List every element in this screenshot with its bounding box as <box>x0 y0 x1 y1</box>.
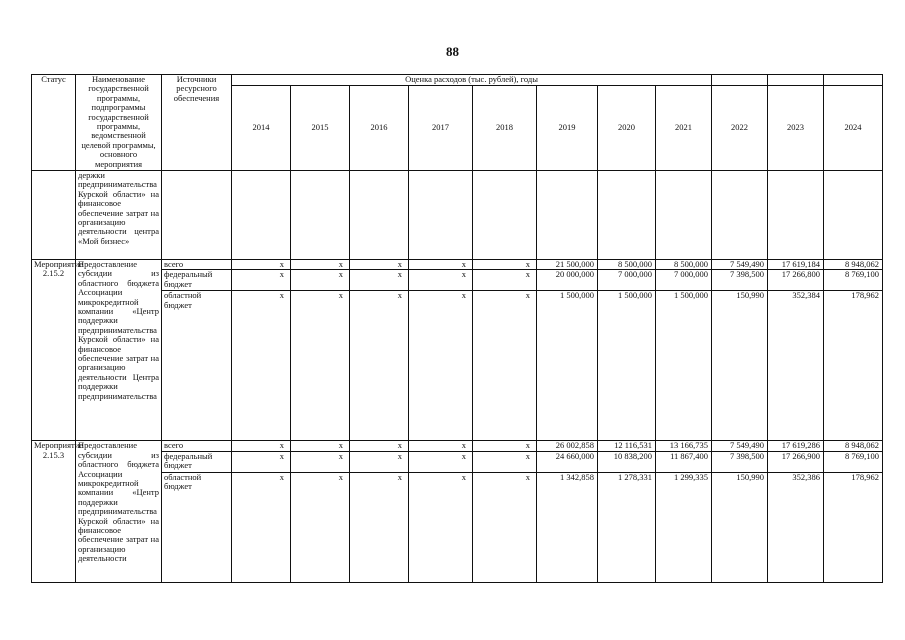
header-name: Наименование государственной программы, подпрограммы государственной программы, ведомственной целевой программы, основного мероприятия <box>76 75 162 171</box>
value-cell: 21 500,000 <box>537 260 598 270</box>
header-blank-cell <box>712 75 768 86</box>
funding-source: федеральный бюджет <box>162 270 232 291</box>
blank-cell <box>768 171 824 260</box>
funding-source: федеральный бюджет <box>162 451 232 472</box>
value-cell: x <box>409 260 473 270</box>
value-cell: x <box>473 291 537 441</box>
funding-source: областной бюджет <box>162 472 232 582</box>
blank-cell <box>598 171 656 260</box>
value-cell: 7 000,000 <box>598 270 656 291</box>
value-cell: 12 116,531 <box>598 441 656 451</box>
value-cell: 11 867,400 <box>656 451 712 472</box>
blank-cell <box>32 171 76 260</box>
value-cell: 10 838,200 <box>598 451 656 472</box>
value-cell: 1 342,858 <box>537 472 598 582</box>
blank-cell <box>824 171 883 260</box>
value-cell: 17 619,184 <box>768 260 824 270</box>
value-cell: 7 549,490 <box>712 441 768 451</box>
value-cell: x <box>291 441 350 451</box>
blank-cell <box>232 171 291 260</box>
continuation-text: держки предпринимательства Курской области» на финансовое обеспечение затрат на организацию деятельности центра «Мой бизнес» <box>76 171 162 260</box>
value-cell: 13 166,735 <box>656 441 712 451</box>
value-cell: 24 660,000 <box>537 451 598 472</box>
year-2018: 2018 <box>473 86 537 171</box>
page-number: 88 <box>446 44 459 59</box>
value-cell: 352,386 <box>768 472 824 582</box>
value-cell: 178,962 <box>824 472 883 582</box>
value-cell: x <box>350 260 409 270</box>
value-cell: x <box>409 451 473 472</box>
header-caption-row <box>32 75 883 86</box>
year-2022: 2022 <box>712 86 768 171</box>
value-cell: 178,962 <box>824 291 883 441</box>
value-cell: 17 266,800 <box>768 270 824 291</box>
value-cell: x <box>232 291 291 441</box>
value-cell: x <box>291 451 350 472</box>
measure-status: Мероприятие 2.15.3 <box>32 441 76 582</box>
value-cell: x <box>350 441 409 451</box>
value-cell: 1 500,000 <box>537 291 598 441</box>
funding-source: областной бюджет <box>162 291 232 441</box>
value-cell: 8 500,000 <box>656 260 712 270</box>
blank-cell <box>291 171 350 260</box>
continuation-row <box>32 171 883 260</box>
value-cell: 7 398,500 <box>712 270 768 291</box>
value-cell: x <box>350 451 409 472</box>
header-blank-cell <box>768 75 824 86</box>
value-cell: 7 549,490 <box>712 260 768 270</box>
year-2014: 2014 <box>232 86 291 171</box>
blank-cell <box>537 171 598 260</box>
year-2021: 2021 <box>656 86 712 171</box>
blank-cell <box>162 171 232 260</box>
value-cell: 1 299,335 <box>656 472 712 582</box>
value-cell: x <box>409 270 473 291</box>
value-cell: 1 278,331 <box>598 472 656 582</box>
value-cell: 150,990 <box>712 291 768 441</box>
value-cell: x <box>232 451 291 472</box>
value-cell: x <box>409 441 473 451</box>
value-cell: x <box>232 441 291 451</box>
year-2016: 2016 <box>350 86 409 171</box>
blank-cell <box>409 171 473 260</box>
value-cell: x <box>291 260 350 270</box>
value-cell: x <box>350 472 409 582</box>
value-cell: x <box>473 441 537 451</box>
value-cell: 17 266,900 <box>768 451 824 472</box>
table-row <box>32 441 883 451</box>
value-cell: x <box>291 270 350 291</box>
value-cell: 1 500,000 <box>598 291 656 441</box>
measure-status: Мероприятие 2.15.2 <box>32 260 76 441</box>
measures-body <box>32 260 883 583</box>
value-cell: 7 000,000 <box>656 270 712 291</box>
year-2017: 2017 <box>409 86 473 171</box>
blank-cell <box>350 171 409 260</box>
value-cell: x <box>350 270 409 291</box>
value-cell: 20 000,000 <box>537 270 598 291</box>
blank-cell <box>712 171 768 260</box>
value-cell: 8 948,062 <box>824 260 883 270</box>
blank-cell <box>473 171 537 260</box>
value-cell: 8 948,062 <box>824 441 883 451</box>
value-cell: x <box>409 291 473 441</box>
value-cell: x <box>473 260 537 270</box>
value-cell: 1 500,000 <box>656 291 712 441</box>
funding-source: всего <box>162 441 232 451</box>
value-cell: x <box>291 291 350 441</box>
expense-table <box>31 74 883 583</box>
value-cell: x <box>232 472 291 582</box>
value-cell: 352,384 <box>768 291 824 441</box>
value-cell: x <box>473 270 537 291</box>
value-cell: x <box>473 472 537 582</box>
value-cell: 150,990 <box>712 472 768 582</box>
value-cell: x <box>409 472 473 582</box>
year-2020: 2020 <box>598 86 656 171</box>
header-estimate-caption: Оценка расходов (тыс. рублей), годы <box>232 75 712 86</box>
year-2019: 2019 <box>537 86 598 171</box>
value-cell: x <box>232 260 291 270</box>
header-status: Статус <box>32 75 76 171</box>
header-blank-cell <box>824 75 883 86</box>
value-cell: 8 769,100 <box>824 270 883 291</box>
measure-name: Предоставление субсидии из областного бюджета Ассоциации микрокредитной компании «Центр поддержки предпринимательства Курской области» на финансовое обеспечение затрат на организацию деятельности Центра поддержки предпринимательства <box>76 260 162 441</box>
header-sources: Источники ресурсного обеспечения <box>162 75 232 171</box>
value-cell: 8 769,100 <box>824 451 883 472</box>
measure-name: Предоставление субсидии из областного бюджета Ассоциации микрокредитной компании «Центр поддержки предпринимательства Курской области» на финансовое обеспечение затрат на организацию деятельности <box>76 441 162 582</box>
value-cell: 7 398,500 <box>712 451 768 472</box>
value-cell: 26 002,858 <box>537 441 598 451</box>
year-2023: 2023 <box>768 86 824 171</box>
year-2024: 2024 <box>824 86 883 171</box>
funding-source: всего <box>162 260 232 270</box>
table-row <box>32 260 883 270</box>
value-cell: x <box>350 291 409 441</box>
value-cell: x <box>291 472 350 582</box>
blank-cell <box>656 171 712 260</box>
value-cell: 8 500,000 <box>598 260 656 270</box>
value-cell: x <box>232 270 291 291</box>
year-2015: 2015 <box>291 86 350 171</box>
value-cell: x <box>473 451 537 472</box>
value-cell: 17 619,286 <box>768 441 824 451</box>
